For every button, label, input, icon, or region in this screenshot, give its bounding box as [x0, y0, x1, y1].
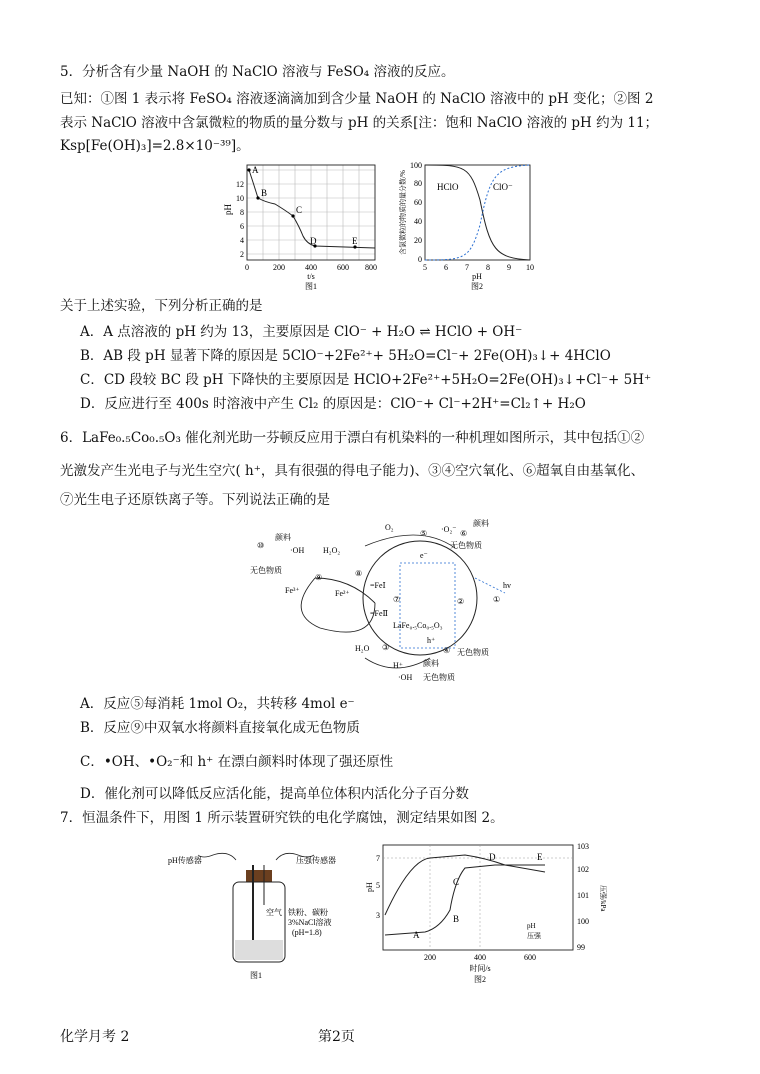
q7-fig2-ytick-right: 103: [577, 842, 589, 851]
diag-label: ·OH: [398, 673, 413, 682]
diag-label: ⑧: [355, 569, 363, 578]
q7-fig2-caption: 图2: [474, 975, 486, 984]
diag-label: ①: [493, 595, 501, 604]
diag-label: 颜料: [275, 533, 291, 542]
q6-mechanism-diagram: [245, 518, 530, 688]
fig2-xtick: 7: [465, 263, 469, 272]
q7-fig2-legend-pressure: 压强: [527, 932, 541, 940]
fig1-xtick: 600: [337, 263, 349, 272]
q5-option-c: C．CD 段较 BC 段 pH 下降快的主要原因是 HClO+2Fe²⁺+5H₂O=2Fe(OH)₃↓+Cl⁻+ 5H⁺: [80, 372, 652, 388]
q7-fig2-xtick: 600: [524, 953, 536, 962]
q7-fig1-right-label: 压强传感器: [296, 856, 336, 865]
q7-fig1-air-label: 空气: [266, 908, 282, 917]
fig2-xlabel: pH: [472, 272, 482, 281]
page-number: 第2页: [318, 1029, 355, 1045]
fig1-point-c: C: [296, 205, 303, 215]
q7-fig2-point-c: C: [453, 877, 460, 887]
fig2-xtick: 6: [444, 263, 448, 272]
diag-label: 无色物质: [250, 566, 282, 575]
diag-label: e⁻: [420, 551, 428, 560]
q5-known-2: 表示 NaClO 溶液中含氯微粒的物质的量分数与 pH 的关系[注：饱和 NaClO 溶液的 pH 约为 11；: [60, 115, 659, 131]
fig2-ylabel: 含氯微粒的物质的量分数/%: [399, 170, 407, 255]
q7-fig2-xlabel: 时间/s: [469, 964, 491, 973]
q7-fig2-xtick: 400: [474, 953, 486, 962]
q7-fig2-ylabel-left: pH: [365, 882, 374, 892]
fig1-xtick: 0: [245, 263, 249, 272]
diag-label: 无色物质: [423, 673, 455, 682]
q5-option-a: A．A 点溶液的 pH 约为 13，主要原因是 ClO⁻ + H₂O ⇌ HClO + OH⁻: [80, 324, 523, 340]
q6-line-1: 6．LaFe₀.₅Co₀.₅O₃ 催化剂光助一芬顿反应用于漂白有机染料的一种机理如图所示，其中包括①②: [60, 430, 645, 446]
fig2-xtick: 8: [486, 263, 490, 272]
q7-fig2-ytick-left: 3: [376, 911, 380, 920]
q7-fig2-xtick: 200: [424, 953, 436, 962]
q7-fig1-left-label: pH传感器: [168, 856, 202, 865]
q6-option-b: B．反应⑨中双氧水将颜料直接氧化成无色物质: [80, 720, 360, 736]
diag-label: H₂O₂: [323, 546, 341, 555]
q7-figure-1: [168, 845, 348, 985]
q7-fig2-point-b: B: [453, 914, 460, 924]
diag-label: Fe²⁺: [335, 589, 350, 598]
q6-line-2: 光激发产生光电子与光生空穴( h⁺，具有很强的得电子能力)、③④空穴氧化、⑥超氧自由基氧化、: [60, 463, 645, 479]
diag-label: ⑤: [420, 529, 428, 538]
diag-label: ③: [382, 643, 390, 652]
q7-fig1-caption: 图1: [250, 971, 262, 980]
fig2-ytick: 20: [414, 236, 422, 245]
q7-figure-2: [365, 840, 610, 990]
diag-label: O₂: [385, 523, 394, 532]
q6-option-c: C．•OH、•O₂⁻和 h⁺ 在漂白颜料时体现了强还原性: [80, 754, 394, 770]
q5-option-d: D．反应进行至 400s 时溶液中产生 Cl₂ 的原因是：ClO⁻+ Cl⁻+2H⁺=Cl₂↑+ H₂O: [80, 396, 586, 412]
fig2-xtick: 9: [507, 263, 511, 272]
fig2-series-clo: ClO⁻: [493, 182, 513, 192]
fig1-ylabel: pH: [223, 204, 233, 215]
fig1-xlabel: t/s: [307, 272, 315, 281]
q6-line-3: ⑦光生电子还原铁离子等。下列说法正确的是: [60, 492, 330, 508]
fig2-ytick: 80: [414, 179, 422, 188]
q5-option-b: B．AB 段 pH 显著下降的原因是 5ClO⁻+2Fe²⁺+ 5H₂O=Cl⁻+ 2Fe(OH)₃↓+ 4HClO: [80, 348, 611, 364]
diag-label: ⑩: [257, 541, 265, 550]
q7-fig2-point-e: E: [537, 852, 543, 862]
q5-known-3: Ksp[Fe(OH)₃]=2.8×10⁻³⁹]。: [60, 138, 250, 154]
fig1-ytick: 10: [236, 194, 244, 203]
fig2-ytick: 100: [410, 161, 422, 170]
fig1-ytick: 4: [240, 236, 244, 245]
diag-catalyst: LaFe₀.₅Co₀.₅O₃: [393, 621, 443, 630]
fig1-xtick: 400: [305, 263, 317, 272]
diag-label: =FeⅡ: [370, 609, 388, 618]
q7-stem: 7．恒温条件下，用图 1 所示装置研究铁的电化学腐蚀，测定结果如图 2。: [60, 810, 504, 826]
diag-label: 颜料: [423, 659, 439, 668]
q7-fig2-point-d: D: [489, 852, 496, 862]
diag-label: H₂O: [355, 644, 370, 653]
fig1-ytick: 8: [240, 208, 244, 217]
q7-fig2-ytick-right: 102: [577, 865, 589, 874]
fig2-xtick: 5: [423, 263, 427, 272]
diag-label: H⁺: [393, 661, 403, 670]
q7-fig2-ylabel-right: 压强/kPa: [599, 885, 607, 912]
fig2-caption: 图2: [471, 282, 483, 291]
fig1-ytick: 6: [240, 222, 244, 231]
fig2-xtick: 10: [526, 263, 534, 272]
fig1-xtick: 800: [365, 263, 377, 272]
diag-label: h⁺: [427, 636, 436, 645]
q7-fig2-ytick-right: 101: [577, 891, 589, 900]
diag-label: 无色物质: [450, 541, 482, 550]
fig1-point-a: A: [252, 165, 259, 175]
diag-label: =FeⅠ: [370, 581, 386, 590]
q6-option-a: A．反应⑤每消耗 1mol O₂，共转移 4mol e⁻: [80, 696, 355, 712]
q7-fig2-ytick-right: 100: [577, 917, 589, 926]
q7-fig1-solution-1: 铁粉、碳粉: [288, 908, 328, 917]
q7-fig2-ytick-left: 5: [376, 881, 380, 890]
footer-left: 化学月考 2: [60, 1029, 130, 1045]
diag-label: ⑦: [393, 595, 401, 604]
fig1-xtick: 200: [273, 263, 285, 272]
fig2-ytick: 60: [414, 198, 422, 207]
fig1-ytick: 12: [236, 180, 244, 189]
fig1-point-d: D: [310, 236, 317, 246]
diag-label: ④: [443, 646, 451, 655]
q7-fig2-point-a: A: [413, 930, 420, 940]
fig1-ytick: 2: [240, 250, 244, 259]
diag-label: Fe³⁺: [285, 586, 300, 595]
fig2-series-hclo: HClO: [437, 182, 459, 192]
diag-label: ·OH: [290, 546, 305, 555]
fig2-ytick: 0: [418, 255, 422, 264]
q5-known-1: 已知：①图 1 表示将 FeSO₄ 溶液逐滴滴加到含少量 NaOH 的 NaClO 溶液中的 pH 变化；②图 2: [60, 91, 654, 107]
q7-fig2-ytick-right: 99: [577, 943, 585, 952]
q5-figure-1: [225, 160, 385, 295]
q7-fig2-ytick-left: 7: [376, 854, 380, 863]
diag-label: ·O₂⁻: [441, 525, 457, 534]
diag-label: 颜料: [473, 519, 489, 528]
fig1-point-e: E: [352, 236, 358, 246]
diag-label: ⑥: [460, 529, 468, 538]
fig2-ytick: 40: [414, 217, 422, 226]
q6-option-d: D．催化剂可以降低反应活化能，提高单位体积内活化分子百分数: [80, 786, 469, 802]
fig1-point-b: B: [261, 188, 268, 198]
diag-label: ②: [457, 597, 465, 606]
q7-fig1-solution-2: 3%NaCl溶液: [288, 918, 332, 927]
q5-figure-2: [395, 160, 545, 295]
fig1-caption: 图1: [305, 282, 317, 291]
diag-label: 无色物质: [457, 648, 489, 657]
q5-stem: 5．分析含有少量 NaOH 的 NaClO 溶液与 FeSO₄ 溶液的反应。: [60, 64, 455, 80]
q7-fig1-solution-3: (pH=1.8): [292, 928, 322, 937]
q7-fig2-legend-ph: pH: [527, 922, 536, 930]
diag-label: ⑨: [315, 573, 323, 582]
diag-label: hv: [503, 581, 511, 590]
q5-ask: 关于上述实验，下列分析正确的是: [60, 298, 263, 314]
